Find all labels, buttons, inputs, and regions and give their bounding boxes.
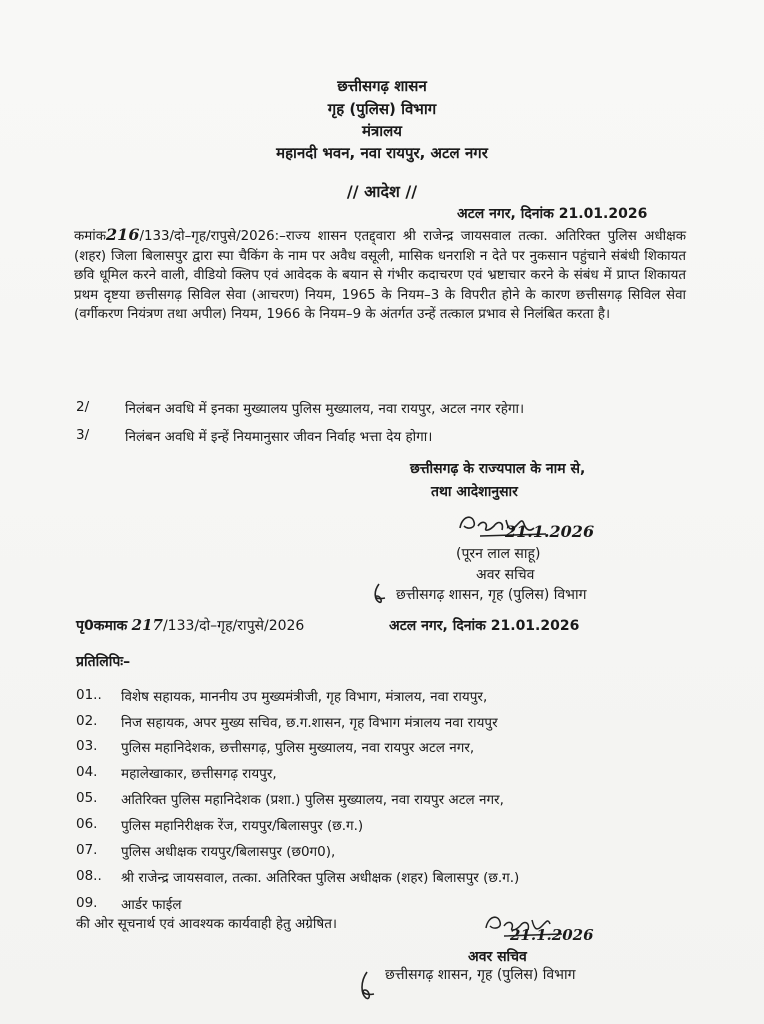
closing-line: की ओर सूचनार्थ एवं आवश्यक कार्यवाही हेतु अग्रेषित। bbox=[76, 916, 338, 932]
copy-item-number: 02. bbox=[76, 713, 98, 729]
copy-item-number: 05. bbox=[76, 790, 98, 806]
signatory-designation: अवर सचिव bbox=[476, 567, 535, 583]
signatory-name: (पूरन लाल साहू) bbox=[456, 546, 541, 562]
order-title: // आदेश // bbox=[346, 182, 418, 201]
endorsement-ref-handwritten-number: 217 bbox=[131, 616, 163, 634]
initial-mark bbox=[356, 970, 378, 1004]
order-ref-handwritten-number: 216 bbox=[106, 225, 140, 244]
copy-item-number: 07. bbox=[76, 842, 98, 858]
order-ref-text: /133/दो–गृह/रापुसे/2026:–राज्य शासन एतद्द्वारा श्री राजेन्द्र जायसवाल तत्का. अतिरिक्त पुलिस अधीक्षक (शहर) जिला बिलासपुर द्वारा स्पा चैकिंग के नाम पर अवैध वसूली, मासिक धनराशि न देते पर नुकसान पहुंचाने संबंधी शिकायत छवि धूमिल करने वाली, वीडियो क्लिप एवं आवेदक के बयान से गंभीर कदाचरण एवं भ्रष्टाचार करने के संबंध में प्राप्त शिकायत प्रथम दृष्टया छत्तीसगढ़ सिविल सेवा (आचरण) नियम, 1965 के नियम–3 के विपरीत होने के कारण छत्तीसगढ़ सिविल सेवा (वर्गीकरण नियंत्रण तथा अपील) नियम, 1966 के नियम–9 के अंतर्गत उन्हें तत्काल प्रभाव से निलंबित करता है। bbox=[74, 229, 686, 323]
signatory-department: छत्तीसगढ़ शासन, गृह (पुलिस) विभाग bbox=[396, 587, 587, 603]
endorsement-ref bbox=[76, 616, 304, 635]
point-number: 2/ bbox=[76, 399, 90, 415]
copy-item-text: विशेष सहायक, माननीय उप मुख्यमंत्रीजी, गृह विभाग, मंत्रालय, नवा रायपुर, bbox=[121, 689, 488, 705]
initial-mark bbox=[369, 582, 389, 606]
header-ministry: मंत्रालय bbox=[361, 122, 402, 140]
copy-item-number: 06. bbox=[76, 816, 98, 832]
endorsement-ref-prefix: पृ0कमाक bbox=[76, 618, 128, 634]
signature-date-handwritten: 21.1.2026 bbox=[505, 522, 595, 541]
header-address: महानदी भवन, नवा रायपुर, अटल नगर bbox=[276, 144, 488, 162]
copy-item-text: अतिरिक्त पुलिस महानिदेशक (प्रशा.) पुलिस मुख्यालय, नवा रायपुर अटल नगर, bbox=[121, 792, 504, 808]
copy-item-number: 09. bbox=[76, 895, 98, 911]
endorsement-ref-text: /133/दो–गृह/रापुसे/2026 bbox=[162, 618, 305, 634]
endorsement-department: छत्तीसगढ़ शासन, गृह (पुलिस) विभाग bbox=[385, 967, 576, 983]
signature-authority-line2: तथा आदेशानुसार bbox=[431, 484, 518, 500]
copy-label: प्रतिलिपिः– bbox=[76, 654, 131, 670]
point-text: निलंबन अवधि में इनका मुख्यालय पुलिस मुख्यालय, नवा रायपुर, अटल नगर रहेगा। bbox=[125, 401, 525, 417]
endorsement-designation: अवर सचिव bbox=[468, 949, 527, 965]
header-government: छत्तीसगढ़ शासन bbox=[337, 77, 427, 95]
signature-date-handwritten: 21.1.2026 bbox=[510, 926, 594, 944]
copy-item-text: पुलिस महानिरीक्षक रेंज, रायपुर/बिलासपुर (छ.ग.) bbox=[121, 818, 364, 834]
copy-item-text: आर्डर फाईल bbox=[121, 897, 182, 913]
order-ref-prefix: कमांक bbox=[74, 229, 107, 244]
copy-item-text: निज सहायक, अपर मुख्य सचिव, छ.ग.शासन, गृह विभाग मंत्रालय नवा रायपुर bbox=[121, 715, 498, 731]
order-body-paragraph bbox=[74, 225, 686, 325]
copy-item-text: पुलिस अधीक्षक रायपुर/बिलासपुर (छ0ग0), bbox=[121, 844, 336, 860]
copy-item-text: महालेखाकार, छत्तीसगढ़ रायपुर, bbox=[121, 766, 277, 782]
order-place-date: अटल नगर, दिनांक 21.01.2026 bbox=[457, 206, 648, 222]
copy-item-text: पुलिस महानिदेशक, छत्तीसगढ़, पुलिस मुख्यालय, नवा रायपुर अटल नगर, bbox=[121, 740, 475, 756]
point-text: निलंबन अवधि में इन्हें नियमानुसार जीवन निर्वाह भत्ता देय होगा। bbox=[125, 429, 433, 445]
copy-item-number: 01.. bbox=[76, 687, 102, 703]
copy-item-number: 08.. bbox=[76, 868, 102, 884]
endorsement-place-date: अटल नगर, दिनांक 21.01.2026 bbox=[389, 618, 580, 634]
copy-item-text: श्री राजेन्द्र जायसवाल, तत्का. अतिरिक्त पुलिस अधीक्षक (शहर) बिलासपुर (छ.ग.) bbox=[121, 870, 520, 886]
point-number: 3/ bbox=[76, 427, 90, 443]
signature-authority-line: छत्तीसगढ़ के राज्यपाल के नाम से, bbox=[410, 461, 586, 477]
copy-item-number: 04. bbox=[76, 764, 98, 780]
copy-item-number: 03. bbox=[76, 738, 98, 754]
header-department: गृह (पुलिस) विभाग bbox=[327, 100, 437, 118]
